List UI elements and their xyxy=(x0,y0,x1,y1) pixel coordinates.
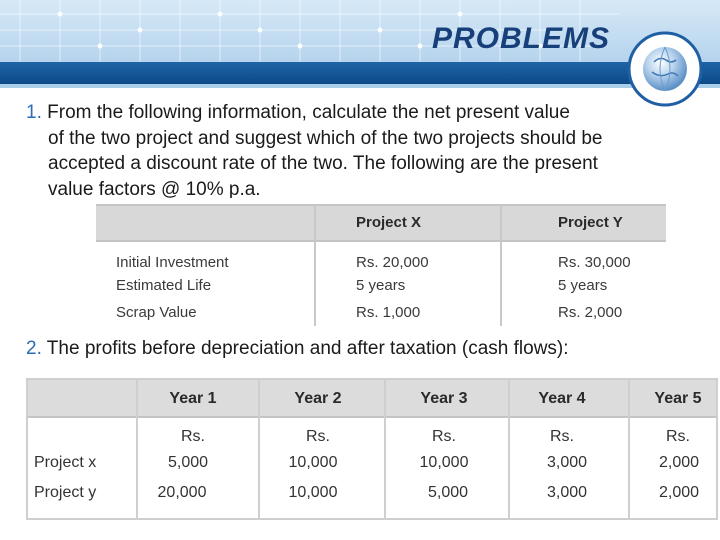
problem-1-number: 1. xyxy=(26,102,42,123)
cell-project-y-life: 5 years xyxy=(558,277,608,294)
column-divider xyxy=(384,380,386,520)
cell-y-year-1: 20,000 xyxy=(157,484,207,501)
row-label-estimated-life: Estimated Life xyxy=(116,277,212,294)
problem-1-line-1: From the following information, calculate the net present value xyxy=(47,102,570,123)
currency-year-5: Rs. xyxy=(666,428,690,445)
header-project-y: Project Y xyxy=(558,214,623,231)
column-divider xyxy=(508,380,510,520)
page-title: PROBLEMS xyxy=(431,22,610,55)
row-label-initial-investment: Initial Investment xyxy=(116,254,229,271)
problem-1-line-3: accepted a discount rate of the two. The following are the present xyxy=(48,153,598,174)
header-year-4: Year 4 xyxy=(538,390,586,407)
header-project-x: Project X xyxy=(356,214,422,231)
cell-project-x-investment: Rs. 20,000 xyxy=(356,254,429,271)
cell-x-year-1: 5,000 xyxy=(167,454,209,471)
problem-2-text: The profits before depreciation and after taxation (cash flows): xyxy=(46,338,569,359)
problem-1-line-2: of the two project and suggest which of the two projects should be xyxy=(48,127,603,149)
header-year-2: Year 2 xyxy=(294,390,342,407)
problem-2 xyxy=(26,338,569,360)
row-label-project-y: Project y xyxy=(34,484,97,501)
column-divider xyxy=(500,204,502,326)
problem-1-line-4: value factors @ 10% p.a. xyxy=(48,178,261,198)
cell-y-year-4: 3,000 xyxy=(546,484,588,501)
column-divider xyxy=(314,204,316,326)
currency-year-1: Rs. xyxy=(181,428,205,445)
header-year-3: Year 3 xyxy=(420,390,468,407)
cell-x-year-2: 10,000 xyxy=(288,454,338,471)
header-year-5: Year 5 xyxy=(654,390,702,407)
currency-year-4: Rs. xyxy=(550,428,574,445)
cell-y-year-3: 5,000 xyxy=(427,484,469,501)
cell-x-year-5: 2,000 xyxy=(658,454,700,471)
slide-header xyxy=(0,0,720,88)
problem-1 xyxy=(26,100,706,198)
globe-icon xyxy=(626,30,704,108)
row-label-scrap-value: Scrap Value xyxy=(116,304,197,321)
cell-y-year-2: 10,000 xyxy=(288,484,338,501)
currency-year-2: Rs. xyxy=(306,428,330,445)
cell-project-x-life: 5 years xyxy=(356,277,406,294)
project-details-table xyxy=(96,204,666,326)
cash-flow-table xyxy=(26,378,718,520)
header-band xyxy=(0,62,720,84)
cell-project-x-scrap: Rs. 1,000 xyxy=(356,304,421,321)
column-divider xyxy=(258,380,260,520)
row-label-project-x: Project x xyxy=(34,454,97,471)
cell-project-y-investment: Rs. 30,000 xyxy=(558,254,631,271)
cell-y-year-5: 2,000 xyxy=(658,484,700,501)
cell-x-year-3: 10,000 xyxy=(419,454,469,471)
currency-year-3: Rs. xyxy=(432,428,456,445)
cell-x-year-4: 3,000 xyxy=(546,454,588,471)
table-header-row xyxy=(28,380,718,418)
problem-2-number: 2. xyxy=(26,338,42,359)
cell-project-y-scrap: Rs. 2,000 xyxy=(558,304,623,321)
header-year-1: Year 1 xyxy=(169,390,217,407)
